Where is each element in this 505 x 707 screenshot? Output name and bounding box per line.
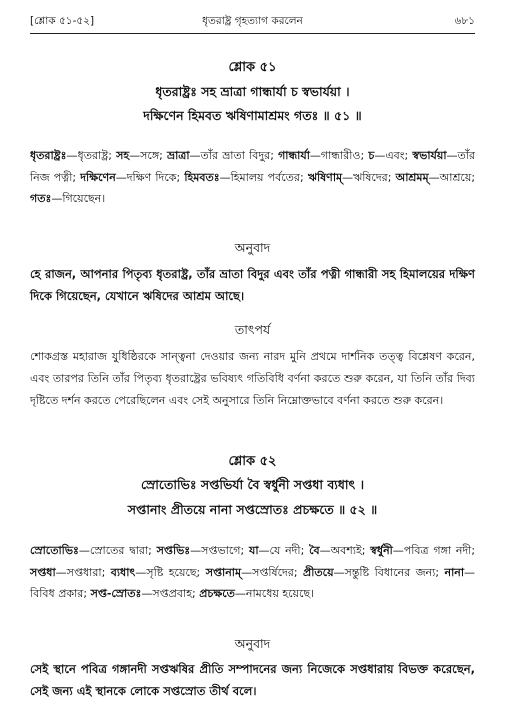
verse-51-line-2: দক্ষিণেন হিমবত ঋষিণামাশ্রমং গতঃ ॥ ৫১ ॥: [143, 108, 362, 123]
verse-51-synonyms: ধৃতরাষ্ট্রঃ—ধৃতরাষ্ট্র; সহ—সঙ্গে; ভ্রাত্রা—তাঁর ভ্রাতা বিদুর; গান্ধার্যা—গান্ধারীও; চ—এবং; স্বভার্যয়া—তাঁর নিজ পত্নী; দক্ষিণেন—দক্ষিণ দিকে; হিমবতঃ—হিমালয় পর্বতের; ঋষিণাম্—ঋষিদের; আশ্রমম্—আশ্রয়ে; গতঃ—গিয়েছেন।: [30, 149, 476, 205]
synonym-meaning: সপ্তধারা: [66, 565, 102, 579]
synonym-meaning: সৃষ্টি হয়েছে: [146, 565, 197, 579]
synonym-term: স্বভার্যয়া: [412, 149, 447, 162]
synonym-term: সপ্তধা: [30, 565, 56, 579]
synonym-term: সপ্তভিঃ: [156, 544, 191, 557]
synonym-term: আশ্রমম্: [395, 170, 429, 184]
synonym-meaning: তাঁর নিজ পত্নী: [30, 149, 476, 184]
synonym-meaning: গান্ধারীও: [320, 149, 361, 162]
synonym-term: ব্যধাৎ: [110, 565, 136, 579]
synonym-meaning: স্রোতের দ্বারা: [89, 544, 149, 557]
verse-51-purport: শোকগ্রস্ত মহারাজ যুধিষ্ঠিরকে সান্ত্বনা দেওয়ার জন্য নারদ মুনি প্রথমে দার্শনিক তত্ত্ব বিশ্লেষণ করেন, এবং তারপর তিনি তাঁর পিতৃব্য ধৃতরাষ্ট্রের ভবিষ্যৎ গতিবিধি বর্ণনা করতে শুরু করেন, যা তিনি তাঁর দিব্য দৃষ্টিতে দর্শন করতে পেরেছিলেন এবং সেই অনুসারে তিনি নিম্নোক্তভাবে বর্ণনা করতে শুরু করেন।: [30, 350, 475, 407]
verse-51-translation: হে রাজন, আপনার পিতৃব্য ধৃতরাষ্ট্র, তাঁর ভ্রাতা বিদুর এবং তাঁর পত্নী গান্ধারী সহ হিমালয়ের দক্ষিণ দিকে গিয়েছেন, যেখানে ঋষিদের আশ্রম আছে।: [30, 267, 475, 303]
synonym-meaning: সপ্তভাগে: [201, 544, 241, 557]
synonym-term: দক্ষিণেন: [80, 170, 116, 184]
page-number: ৬৮১: [454, 15, 475, 27]
synonym-term: সপ্তানাম্: [205, 565, 242, 579]
verse-51-line-1: ধৃতরাষ্ট্রঃ সহ ভ্রাত্রা গান্ধার্যা চ স্বভার্যয়া ।: [155, 84, 350, 99]
synonym-term: স্রোতোভিঃ: [30, 544, 79, 557]
synonym-meaning: এবং: [385, 149, 405, 162]
verse-52-translation-title: অনুবাদ: [234, 636, 271, 651]
synonym-term: প্রচক্ষতে: [199, 587, 235, 600]
verse-52-title: শ্লোক ৫২: [228, 454, 277, 469]
synonym-meaning: সপ্তপ্রবাহ: [152, 587, 192, 600]
synonym-meaning: ধৃতরাষ্ট্র: [77, 149, 109, 162]
synonym-meaning: পবিত্র গঙ্গা নদী: [403, 544, 472, 557]
synonym-term: নানা: [444, 565, 465, 579]
header-divider: [30, 33, 475, 34]
synonym-meaning: আশ্রয়ে: [439, 170, 472, 184]
verse-range-label: [শ্লোক ৫১-৫২]: [30, 15, 95, 27]
verse-51-purport-title: তাৎপর্য: [234, 322, 271, 337]
synonym-meaning: হিমালয় পর্বতের: [230, 170, 300, 184]
synonym-term: সপ্ত-স্রোতঃ: [90, 587, 142, 600]
synonym-meaning: সপ্তর্ষিদের: [252, 565, 294, 579]
synonym-term: চ: [368, 149, 375, 162]
synonym-term: ঋষিণাম্: [307, 170, 343, 184]
synonym-term: গান্ধার্যা: [278, 149, 310, 162]
synonym-meaning: সন্তুষ্টি বিধানের জন্য: [344, 565, 436, 579]
verse-52-line-1: স্রোতোভিঃ সপ্তভির্যা বৈ স্বর্ধুনী সপ্তধা ব্যধাৎ ।: [140, 477, 365, 492]
synonym-term: যা: [248, 544, 259, 557]
synonym-term: ভ্রাত্রা: [167, 149, 190, 162]
synonym-term: প্রীতয়ে: [303, 565, 334, 579]
verse-51-title: শ্লোক ৫১: [228, 60, 277, 75]
synonym-meaning: অবশ্যই: [330, 544, 362, 557]
synonym-meaning: বিবিধ প্রকার: [30, 587, 84, 600]
synonym-meaning: তাঁর ভ্রাতা বিদুর: [200, 149, 271, 162]
chapter-title: ধৃতরাষ্ট্র গৃহত্যাগ করলেন: [202, 15, 303, 27]
synonym-term: হিমবতঃ: [184, 170, 220, 184]
synonym-meaning: গিয়েছেন।: [62, 192, 106, 205]
synonym-term: সহ: [116, 149, 130, 162]
synonym-meaning: নামধেয় হয়েছে।: [245, 587, 315, 600]
synonym-meaning: যে নদী: [269, 544, 301, 557]
synonym-term: গতঃ: [30, 192, 52, 205]
running-head: [30, 12, 475, 30]
verse-52-translation: সেই স্থানে পবিত্র গঙ্গানদী সপ্তঋষির প্রীতি সম্পাদনের জন্য নিজেকে সপ্তধারায় বিভক্ত করেছেন, সেই জন্য এই স্থানকে লোকে সপ্তস্রোত তীর্থ বলে।: [30, 662, 475, 698]
synonym-meaning: দক্ষিণ দিকে: [126, 170, 177, 184]
verse-51-translation-title: অনুবাদ: [234, 240, 271, 255]
synonym-meaning: সঙ্গে: [140, 149, 160, 162]
verse-52-line-2: সপ্তানাং প্রীতয়ে নানা সপ্তস্রোতঃ প্রচক্ষতে ॥ ৫২ ॥: [127, 502, 378, 517]
synonym-meaning: ঋষিদের: [353, 170, 388, 184]
verse-52-synonyms: স্রোতোভিঃ—স্রোতের দ্বারা; সপ্তভিঃ—সপ্তভাগে; যা—যে নদী; বৈ—অবশ্যই; স্বর্ধুনী—পবিত্র গঙ্গা নদী; সপ্তধা—সপ্তধারা; ব্যধাৎ—সৃষ্টি হয়েছে; সপ্তানাম্—সপ্তর্ষিদের; প্রীতয়ে—সন্তুষ্টি বিধানের জন্য; নানা—বিবিধ প্রকার; সপ্ত-স্রোতঃ—সপ্তপ্রবাহ; প্রচক্ষতে—নামধেয় হয়েছে।: [30, 544, 476, 600]
synonym-term: ধৃতরাষ্ট্রঃ: [30, 149, 67, 162]
synonym-term: বৈ: [309, 544, 320, 557]
synonym-term: স্বর্ধুনী: [370, 544, 393, 557]
